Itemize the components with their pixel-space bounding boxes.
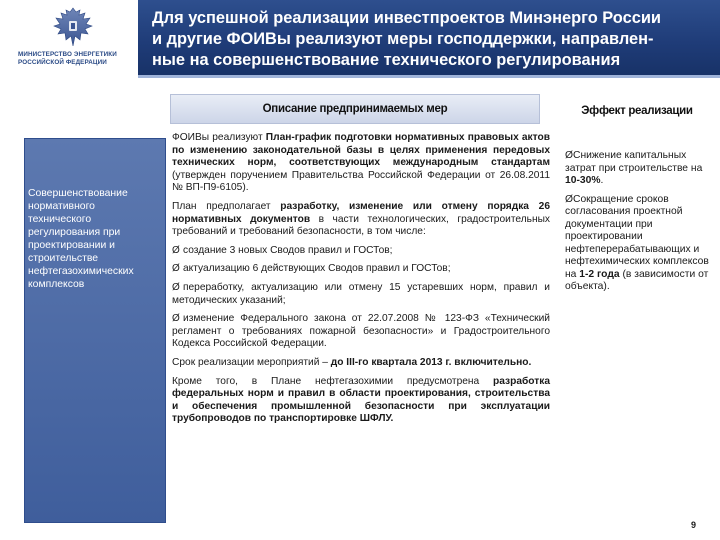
topic-line: комплексов	[28, 279, 85, 290]
topic-line: Совершенствование	[28, 188, 128, 199]
topic-line: нефтегазохимических	[28, 266, 134, 277]
topic-line: регулирования при	[28, 227, 121, 238]
effects-list	[565, 150, 715, 300]
topic-box	[24, 138, 166, 523]
topic-line: проектировании и	[28, 240, 115, 251]
title-line-2: и другие ФОИВы реализуют меры господдержки, направлен-	[152, 30, 654, 48]
ministry-name	[18, 51, 128, 66]
ministry-line-2: РОССИЙСКОЙ ФЕДЕРАЦИИ	[18, 58, 107, 66]
arrow-bullet-icon: Ø	[565, 193, 574, 205]
paragraph-petrochem: Кроме того, в Плане нефтегазохимии предусмотрена разработка федеральных норм и правил в области проектирования, строительства и обеспечения промышленной безопасности при эксплуатации трубопроводов по транспортировке ШФЛУ.	[172, 375, 550, 425]
effect-item: ØСокращение сроков согласования проектной документации при проектировании нефтеперерабатывающих и нефтехимических комплексов на 1-2 года (в зависимости от объекта).	[565, 193, 709, 292]
arrow-bullet-icon: Ø	[172, 244, 180, 256]
measures-description	[172, 132, 550, 432]
list-item: Ø актуализацию 6 действующих Сводов правил и ГОСТов;	[172, 263, 451, 275]
effect-column-header: Эффект реализации	[581, 105, 693, 117]
ministry-line-1: МИНИСТЕРСТВО ЭНЕРГЕТИКИ	[18, 51, 117, 58]
paragraph-plan: ФОИВы реализуют План-график подготовки нормативных правовых актов по изменению законодательной базы в целях применения передовых технических норм, соответствующих международным стандартам (утвержден поручением Правительства Российской Федерации от 26.08.2011 № ВП-П9-6105).	[172, 132, 550, 194]
topic-line: технического	[28, 214, 92, 225]
list-item: Ø создание 3 новых Сводов правил и ГОСТов;	[172, 244, 393, 256]
paragraph-scope: План предполагает разработку, изменение или отмену порядка 26 нормативных документов в части технологических, градостроительных требований и требований безопасности, в том числе:	[172, 200, 550, 238]
paragraph-deadline: Срок реализации мероприятий – до III-го квартала 2013 г. включительно.	[172, 356, 532, 368]
page-number: 9	[691, 520, 697, 530]
slide-title	[138, 0, 720, 78]
title-line-1: Для успешной реализации инвестпроектов Минэнерго России	[152, 9, 661, 27]
double-headed-eagle-icon	[50, 4, 96, 50]
header	[0, 0, 720, 80]
title-line-3: ные на совершенствование технического регулирования	[152, 51, 621, 69]
ministry-logo	[18, 4, 128, 76]
arrow-bullet-icon: Ø	[172, 281, 180, 293]
description-column-header: Описание предпринимаемых мер	[170, 94, 540, 124]
topic-line: нормативного	[28, 201, 95, 212]
arrow-bullet-icon: Ø	[172, 263, 180, 275]
list-item: Ø изменение Федерального закона от 22.07.2008 № 123-ФЗ «Технический регламент о требованиях пожарной безопасности» и Градостроительного Кодекса Российской Федерации.	[172, 313, 550, 350]
arrow-bullet-icon: Ø	[565, 150, 574, 161]
arrow-bullet-icon: Ø	[172, 313, 180, 325]
topic-line: строительстве	[28, 253, 99, 264]
effect-item: ØСнижение капитальных затрат при строительстве на 10-30%.	[565, 150, 703, 186]
list-item: Ø переработку, актуализацию или отмену 15 устаревших норм, правил и методических указаний;	[172, 281, 550, 306]
